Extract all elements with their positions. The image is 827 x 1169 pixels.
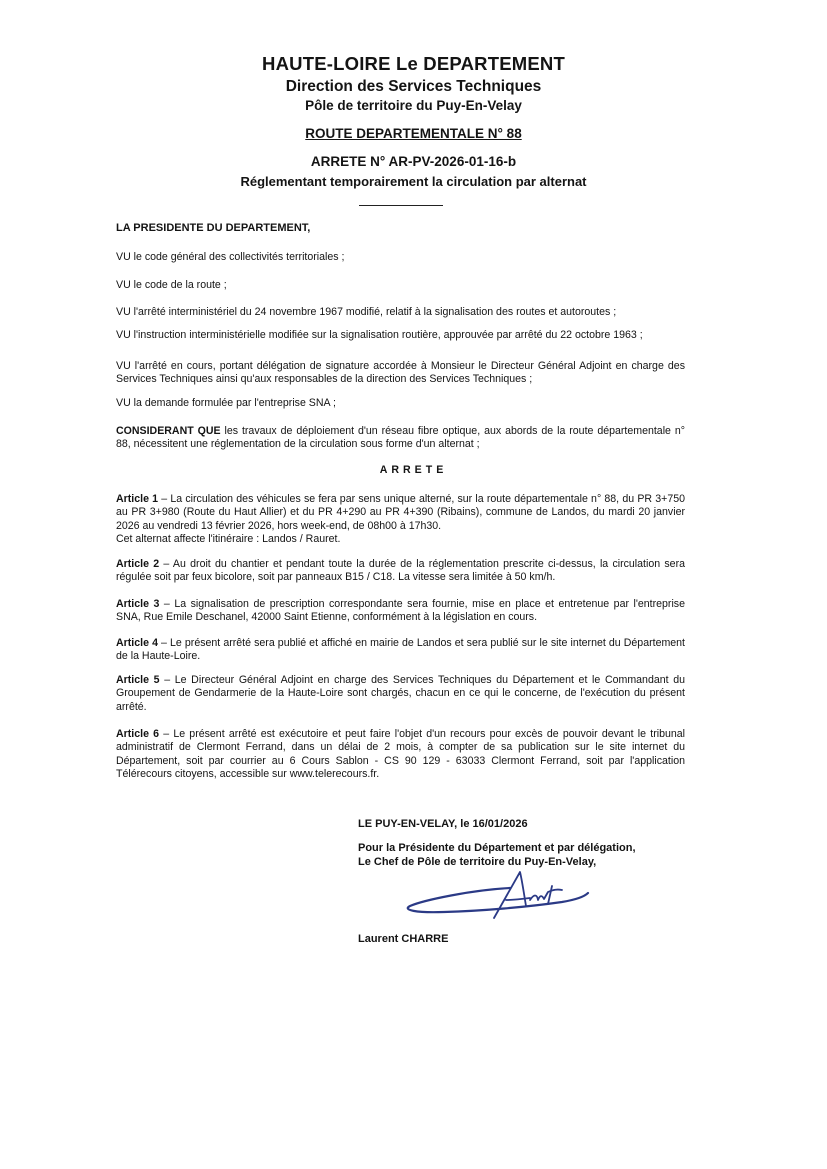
article-3 — [116, 598, 685, 625]
article-label: Article 5 — [116, 674, 160, 686]
article-label: Article 6 — [116, 728, 160, 740]
arrete-heading: ARRETE — [379, 464, 448, 476]
vu-clause: VU l'instruction interministérielle modifiée sur la signalisation routière, approuvée par arrêté du 22 octobre 1963 ; — [116, 329, 643, 341]
article-text: – La circulation des véhicules se fera par sens unique alterné, sur la route départementale n° 88, du PR 3+750 au PR 3+980 (Route du Haut Allier) et du PR 4+290 au PR 4+390 (Ribains), commune de Landos, du mardi 20 janvier 2026 au vendredi 13 février 2026, hors week-end, de 08h00 à 17h30. — [116, 493, 685, 532]
article-5 — [116, 674, 685, 714]
article-text: – Au droit du chantier et pendant toute la durée de la réglementation prescrite ci-dessus, la circulation sera régulée soit par feux bicolore, soit par panneaux B15 / C18. La vitesse sera limitée à 50 km/h. — [116, 558, 685, 584]
place-date: LE PUY-EN-VELAY, le 16/01/2026 — [358, 818, 528, 830]
article-1 — [116, 493, 685, 547]
route-title: ROUTE DEPARTEMENTALE N° 88 — [305, 126, 522, 141]
considerant-text: les travaux de déploiement d'un réseau fibre optique, aux abords de la route départementale n° 88, nécessitent une réglementation de la circulation sous forme d'un alternat ; — [116, 425, 685, 451]
arrete-number: ARRETE N° AR-PV-2026-01-16-b — [310, 154, 517, 169]
direction-title: Direction des Services Techniques — [285, 78, 542, 95]
article-text: – La signalisation de prescription correspondante sera fournie, mise en place et entretenue par l'entreprise SNA, Rue Emile Deschanel, 42000 Saint Etienne, conformément à la législation en cours. — [116, 598, 685, 624]
delegation-line-2: Le Chef de Pôle de territoire du Puy-En-Velay, — [358, 856, 597, 868]
article-extra: Cet alternat affecte l'itinéraire : Landos / Rauret. — [116, 533, 341, 546]
department-title: HAUTE-LOIRE Le DEPARTEMENT — [262, 53, 565, 74]
article-2 — [116, 558, 685, 585]
title-divider — [359, 205, 443, 206]
considerant-label: CONSIDERANT QUE — [116, 425, 221, 437]
article-4 — [116, 637, 685, 664]
article-text: – Le présent arrêté est exécutoire et peut faire l'objet d'un recours pour excès de pouvoir devant le tribunal administratif de Clermont Ferrand, dans un délai de 2 mois, à compter de sa publication sur le site internet du Département, soit par courrier au 6 Cours Sablon - CS 90 129 - 63033 Clermont Ferrand, soit par l'application Télérecours citoyens, accessible sur www.telerecours.fr. — [116, 728, 685, 781]
vu-clause: VU l'arrêté en cours, portant délégation de signature accordée à Monsieur le Directeur Général Adjoint en charge des Services Techniques ainsi qu'aux responsables de la direction des Services Techniques ; — [116, 360, 685, 386]
handwritten-signature — [402, 866, 592, 928]
vu-clause: VU le code général des collectivités territoriales ; — [116, 251, 345, 263]
presidente-heading: LA PRESIDENTE DU DEPARTEMENT, — [116, 222, 311, 234]
delegation-line-1: Pour la Présidente du Département et par délégation, — [358, 842, 636, 854]
article-text: – Le présent arrêté sera publié et affiché en mairie de Landos et sera publié sur le site internet du Département de la Haute-Loire. — [116, 637, 686, 663]
vu-clause: VU la demande formulée par l'entreprise SNA ; — [116, 397, 336, 409]
arrete-subject: Réglementant temporairement la circulation par alternat — [240, 174, 587, 189]
article-label: Article 1 — [116, 493, 159, 505]
article-label: Article 3 — [116, 598, 160, 610]
pole-title: Pôle de territoire du Puy-En-Velay — [305, 98, 522, 113]
article-label: Article 2 — [116, 558, 160, 570]
article-6 — [116, 728, 685, 782]
vu-clause: VU l'arrêté interministériel du 24 novembre 1967 modifié, relatif à la signalisation des routes et autoroutes ; — [116, 306, 617, 318]
article-text: – Le Directeur Général Adjoint en charge des Services Techniques du Département et le Commandant du Groupement de Gendarmerie de la Haute-Loire sont chargés, chacun en ce qui le concerne, de l'exécution du présent arrêté. — [116, 674, 686, 713]
considerant-clause — [116, 425, 685, 452]
signer-name: Laurent CHARRE — [358, 933, 449, 945]
vu-clause: VU le code de la route ; — [116, 279, 227, 291]
article-label: Article 4 — [116, 637, 158, 649]
